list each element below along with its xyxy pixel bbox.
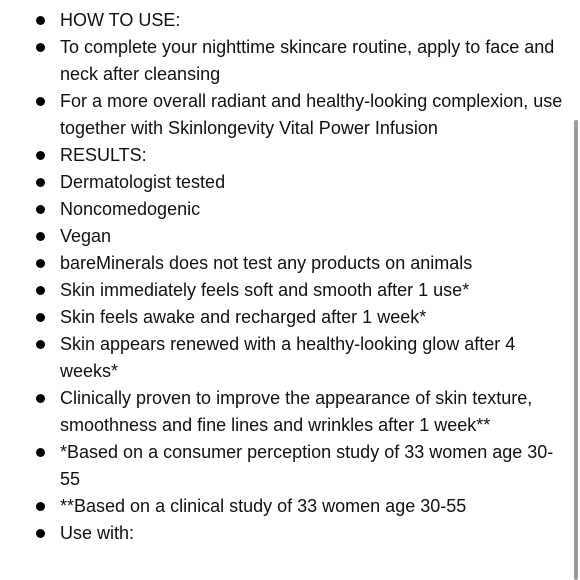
- bullet-icon: [36, 16, 45, 25]
- list-item-dermatologist-tested: [0, 169, 566, 196]
- list-item-clinically-proven: [0, 385, 566, 439]
- list-item-how-to-use-heading: [0, 7, 566, 34]
- list-item-text: *Based on a consumer perception study of 33 women age 30-55: [60, 442, 554, 489]
- list-item-footnote-clinical-study: [0, 493, 566, 520]
- list-item-footnote-consumer-study: [0, 439, 566, 493]
- scrollbar-thumb[interactable]: [574, 120, 578, 580]
- bullet-icon: [36, 502, 45, 511]
- bullet-icon: [36, 151, 45, 160]
- bullet-icon: [36, 286, 45, 295]
- bullet-icon: [36, 97, 45, 106]
- list-item-text: For a more overall radiant and healthy-looking complexion, use together with Skinlongevity Vital Power Infusion: [60, 91, 563, 138]
- bullet-icon: [36, 448, 45, 457]
- list-item-text: Noncomedogenic: [60, 199, 201, 219]
- list-item-results-heading: [0, 142, 566, 169]
- bullet-icon: [36, 205, 45, 214]
- list-item-text: Use with:: [60, 523, 135, 543]
- list-item-text: Skin feels awake and recharged after 1 week*: [60, 307, 427, 327]
- list-item-use-together: [0, 88, 566, 142]
- list-item-nighttime-routine: [0, 34, 566, 88]
- list-item-vegan: [0, 223, 566, 250]
- list-item-text: **Based on a clinical study of 33 women age 30-55: [60, 496, 467, 516]
- list-item-text: Skin appears renewed with a healthy-looking glow after 4 weeks*: [60, 334, 516, 381]
- list-item-noncomedogenic: [0, 196, 566, 223]
- bullet-icon: [36, 340, 45, 349]
- list-item-text: bareMinerals does not test any products on animals: [60, 253, 473, 273]
- list-item-text: RESULTS:: [60, 145, 147, 165]
- list-item-text: Vegan: [60, 226, 112, 246]
- list-item-result-4-weeks: [0, 331, 566, 385]
- bullet-icon: [36, 178, 45, 187]
- list-item-result-1-use: [0, 277, 566, 304]
- bullet-icon: [36, 259, 45, 268]
- bullet-icon: [36, 529, 45, 538]
- list-item-text: To complete your nighttime skincare routine, apply to face and neck after cleansing: [60, 37, 555, 84]
- list-item-text: Dermatologist tested: [60, 172, 226, 192]
- list-item-text: Skin immediately feels soft and smooth after 1 use*: [60, 280, 470, 300]
- list-item-text: Clinically proven to improve the appearance of skin texture, smoothness and fine lines and wrinkles after 1 week**: [60, 388, 533, 435]
- list-item-text: HOW TO USE:: [60, 10, 181, 30]
- list-item-use-with: [0, 520, 566, 547]
- bullet-icon: [36, 313, 45, 322]
- bullet-icon: [36, 394, 45, 403]
- product-info-list: [0, 7, 566, 547]
- bullet-icon: [36, 43, 45, 52]
- list-item-result-1-week: [0, 304, 566, 331]
- list-item-cruelty-free: [0, 250, 566, 277]
- scrollbar[interactable]: [572, 0, 580, 580]
- bullet-icon: [36, 232, 45, 241]
